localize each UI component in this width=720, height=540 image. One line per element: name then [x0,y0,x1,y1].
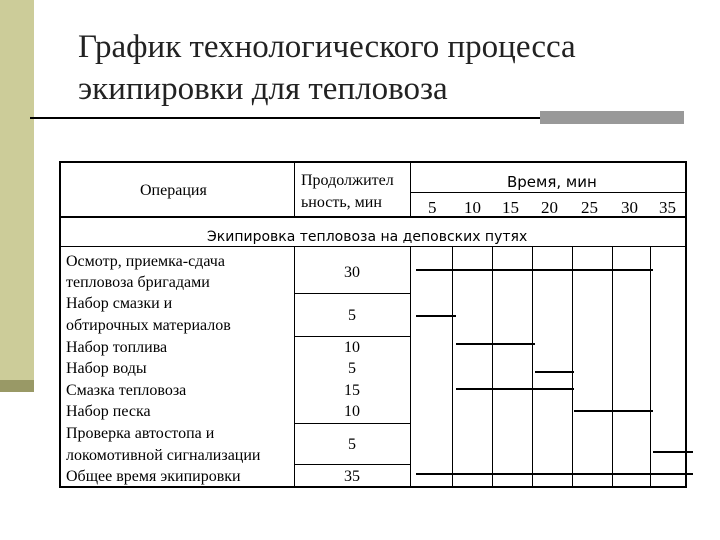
duration-8: 35 [344,468,360,485]
duration-4: 5 [348,360,356,377]
header-duration-line-2: ьность, мин [301,194,382,211]
duration-row-sep-1 [294,293,410,294]
header-time: Время, мин [507,173,597,191]
gantt-bar-1 [416,269,653,271]
op-7-line-2: локомотивной сигнализации [66,447,261,464]
op-6: Набор песка [66,403,151,420]
title-line-1: График технологического процесса [78,29,576,65]
gantt-bar-5 [456,388,575,390]
tick-label-25: 25 [581,198,598,217]
gantt-bar-2 [416,315,456,317]
tick-label-5: 5 [428,198,437,217]
time-gridline-10 [492,247,493,488]
gantt-bar-6 [574,410,653,412]
time-gridline-5 [452,247,453,488]
header-operation: Операция [140,182,207,199]
duration-2: 5 [348,307,356,324]
op-2-line-1: Набор смазки и [66,295,173,312]
header-col-divider-2 [410,161,411,216]
tick-label-15: 15 [502,198,519,217]
gantt-bar-8 [416,473,693,475]
duration-7: 5 [348,436,356,453]
time-header-divider [410,192,687,193]
gantt-bar-3 [456,343,535,345]
header-col-divider-1 [294,161,295,216]
duration-6: 10 [344,403,360,420]
tick-label-10: 10 [464,198,481,217]
duration-row-sep-4 [294,464,410,465]
duration-1: 30 [344,264,360,281]
time-gridline-20 [572,247,573,488]
tick-label-30: 30 [621,198,638,217]
op-3: Набор топлива [66,339,168,356]
body-col-divider-1 [294,247,295,488]
time-gridline-15 [532,247,533,488]
op-1-line-1: Осмотр, приемка-сдача [66,253,225,270]
duration-5: 15 [344,382,360,399]
duration-3: 10 [344,339,360,356]
duration-row-sep-2 [294,336,410,337]
op-1-line-2: тепловоза бригадами [66,274,210,291]
op-7-line-1: Проверка автостопа и [66,425,215,442]
time-gridline-30 [650,247,651,488]
op-2-line-2: обтирочных материалов [66,317,231,334]
time-gridline-25 [612,247,613,488]
gantt-bar-7 [653,451,693,453]
header-duration-line-1: Продолжител [301,172,394,189]
op-8: Общее время экипировки [66,468,241,485]
tick-label-20: 20 [541,198,558,217]
section-divider [59,246,687,247]
duration-row-sep-3 [294,423,410,424]
op-4: Набор воды [66,360,147,377]
section-title: Экипировка тепловоза на деповских путях [207,229,528,245]
body-col-divider-2 [410,247,411,488]
gantt-bar-4 [535,371,575,373]
op-5: Смазка тепловоза [66,382,187,399]
title-line-2: экипировки для тепловоза [78,71,448,107]
tick-label-35: 35 [659,198,676,217]
